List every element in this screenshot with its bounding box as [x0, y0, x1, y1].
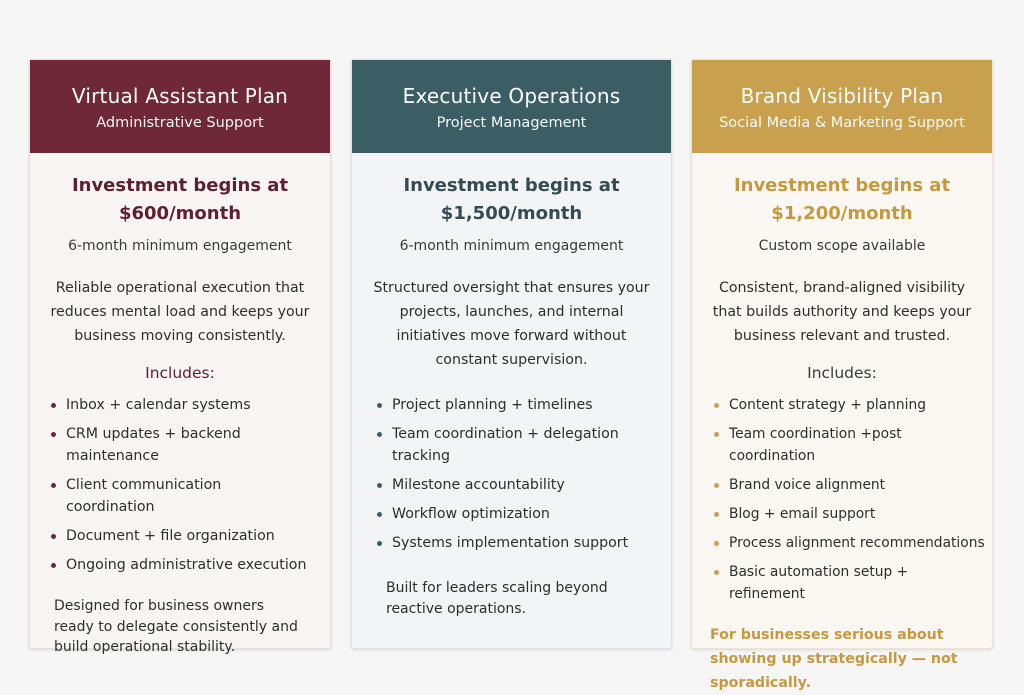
feature-item: Team coordination + delegation tracking: [392, 423, 655, 467]
price-block: [30, 172, 330, 256]
plan-footer: Built for leaders scaling beyond reactive operations.: [386, 580, 608, 617]
plan-card-executive-operations: [351, 59, 672, 649]
price-block: [352, 172, 671, 256]
plan-header: [30, 60, 330, 153]
feature-list: [352, 394, 671, 554]
feature-item: Inbox + calendar systems: [66, 394, 314, 416]
feature-item: Ongoing administrative execution: [66, 554, 314, 576]
feature-item: Milestone accountability: [392, 474, 655, 496]
bullet-icon: [714, 512, 719, 517]
bullet-icon: [377, 483, 382, 488]
bullet-icon: [714, 432, 719, 437]
plan-description: Structured oversight that ensures your projects, launches, and internal initiatives move forward without constant supervision.: [373, 280, 650, 368]
plan-footer: For businesses serious about showing up strategically — not sporadically.: [710, 627, 958, 691]
feature-item: Brand voice alignment: [729, 474, 988, 496]
term: 6-month minimum engagement: [68, 238, 292, 254]
plan-title: Brand Visibility Plan: [740, 84, 944, 108]
feature-item: Project planning + timelines: [392, 394, 655, 416]
plan-subtitle: Social Media & Marketing Support: [719, 115, 965, 131]
feature-item: CRM updates + backend maintenance: [66, 423, 314, 467]
plan-title: Executive Operations: [402, 84, 621, 108]
price-block: [692, 172, 992, 256]
bullet-icon: [51, 483, 56, 488]
plan-card-brand-visibility: [691, 59, 993, 691]
feature-item: Team coordination +post coordination: [729, 423, 988, 467]
investment-label: Investment begins at: [403, 175, 620, 196]
feature-list: [30, 394, 330, 576]
feature-item: Client communication coordination: [66, 474, 314, 518]
bullet-icon: [377, 541, 382, 546]
bullet-icon: [51, 534, 56, 539]
feature-item: Process alignment recommendations: [729, 532, 988, 554]
bullet-icon: [377, 403, 382, 408]
feature-item: Content strategy + planning: [729, 394, 988, 416]
feature-item: Document + file organization: [66, 525, 314, 547]
includes-label: Includes:: [145, 364, 215, 382]
plan-description: Consistent, brand-aligned visibility that builds authority and keeps your business relevant and trusted.: [712, 280, 972, 344]
term: 6-month minimum engagement: [399, 238, 624, 254]
plan-header: [692, 60, 992, 153]
plan-description: Reliable operational execution that reduces mental load and keeps your business moving consistently.: [50, 280, 310, 344]
feature-list: [692, 394, 992, 605]
bullet-icon: [714, 541, 719, 546]
bullet-icon: [714, 570, 719, 575]
includes-label: Includes:: [807, 364, 877, 382]
term: Custom scope available: [758, 238, 926, 254]
price: $1,500/month: [440, 203, 583, 224]
plan-title: Virtual Assistant Plan: [71, 84, 289, 108]
feature-item: Workflow optimization: [392, 503, 655, 525]
investment-label: Investment begins at: [71, 175, 289, 196]
plan-subtitle: Administrative Support: [96, 115, 264, 131]
bullet-icon: [714, 483, 719, 488]
plan-footer: Designed for business owners ready to delegate consistently and build operational stability.: [54, 598, 298, 655]
bullet-icon: [714, 403, 719, 408]
feature-item: Basic automation setup + refinement: [729, 561, 988, 605]
plan-header: [352, 60, 671, 153]
bullet-icon: [377, 432, 382, 437]
plan-card-virtual-assistant: [29, 59, 331, 655]
bullet-icon: [51, 403, 56, 408]
plan-subtitle: Project Management: [436, 115, 587, 131]
price: $1,200/month: [771, 203, 913, 224]
price: $600/month: [118, 203, 242, 224]
bullet-icon: [377, 512, 382, 517]
bullet-icon: [51, 563, 56, 568]
feature-item: Blog + email support: [729, 503, 988, 525]
investment-label: Investment begins at: [733, 175, 951, 196]
bullet-icon: [51, 432, 56, 437]
feature-item: Systems implementation support: [392, 532, 655, 554]
